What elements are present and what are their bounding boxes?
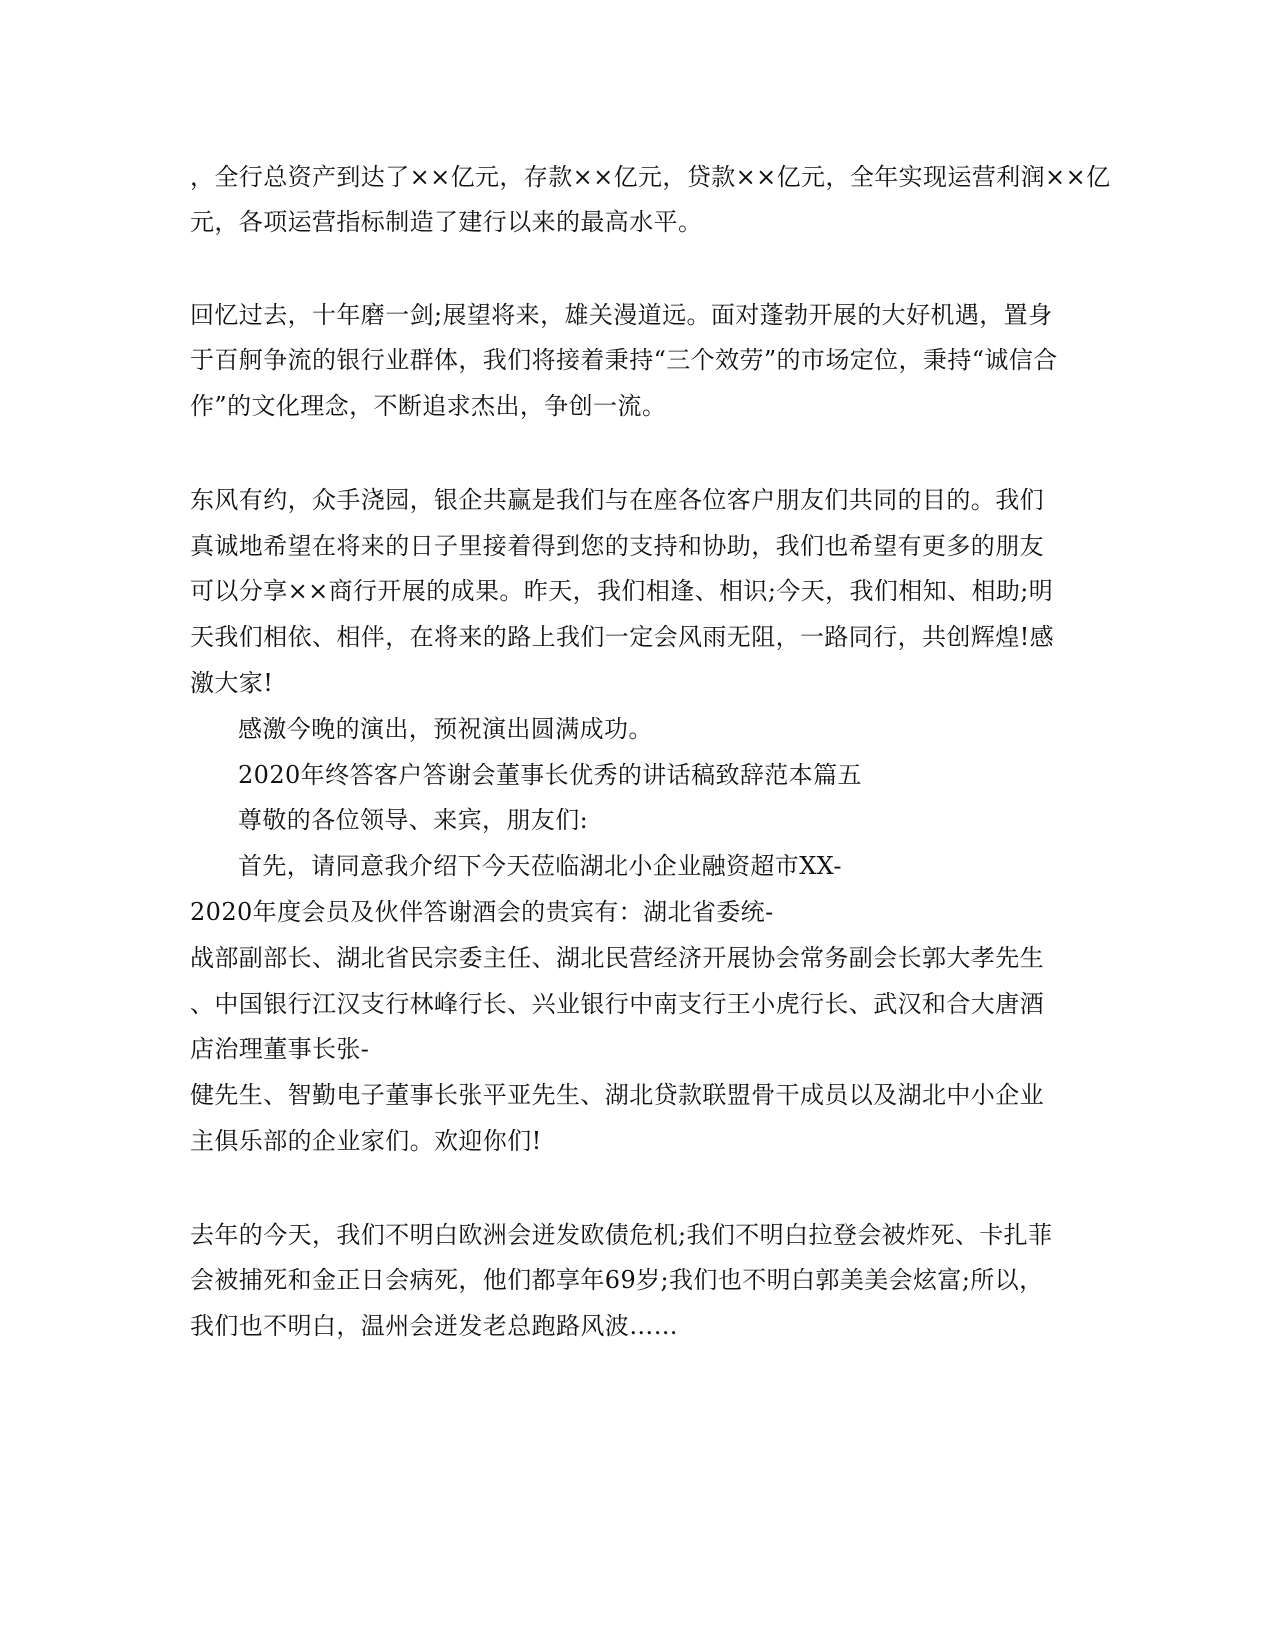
text-line: 会被捕死和金正日会病死，他们都享年69岁;我们也不明白郭美美会炫富;所以， [190,1266,1044,1294]
text-line: 健先生、智勤电子董事长张平亚先生、湖北贷款联盟骨干成员以及湖北中小企业 [190,1081,1044,1109]
text-line: 2020年度会员及伙伴答谢酒会的贵宾有：湖北省委统- [190,898,774,926]
text-line: 作”的文化理念，不断追求杰出，争创一流。 [190,392,667,420]
text-line: 主俱乐部的企业家们。欢迎你们! [190,1127,542,1155]
text-line: 我们也不明白，温州会迸发老总跑路风波…… [190,1312,678,1340]
text-line: 于百舸争流的银行业群体，我们将接着秉持“三个效劳”的市场定位，秉持“诚信合 [190,346,1058,374]
section-heading: 2020年终答客户答谢会董事长优秀的讲话稿致辞范本篇五 [238,761,862,789]
text-line: 店治理董事长张- [190,1035,370,1063]
text-line: 回忆过去，十年磨一剑;展望将来，雄关漫道远。面对蓬勃开展的大好机遇，置身 [190,301,1053,329]
text-line: 去年的今天，我们不明白欧洲会迸发欧债危机;我们不明白拉登会被炸死、卡扎菲 [190,1221,1053,1249]
text-line: 天我们相依、相伴，在将来的路上我们一定会风雨无阻，一路同行，共创辉煌!感 [190,623,1055,651]
text-line: 战部副部长、湖北省民宗委主任、湖北民营经济开展协会常务副会长郭大孝先生 [190,944,1044,972]
text-line: 首先，请同意我介绍下今天莅临湖北小企业融资超市XX- [238,852,842,880]
text-line: 真诚地希望在将来的日子里接着得到您的支持和协助，我们也希望有更多的朋友 [190,532,1044,560]
text-line: 可以分享××商行开展的成果。昨天，我们相逢、相识;今天，我们相知、相助;明 [190,577,1054,605]
text-line: 感激今晚的演出，预祝演出圆满成功。 [238,715,653,743]
text-line: 元，各项运营指标制造了建行以来的最高水平。 [190,208,703,236]
text-line: 东风有约，众手浇园，银企共赢是我们与在座各位客户朋友们共同的目的。我们 [190,486,1044,514]
salutation: 尊敬的各位领导、来宾，朋友们: [238,806,589,834]
text-line: 激大家! [190,669,274,697]
text-line: 、中国银行江汉支行林峰行长、兴业银行中南支行王小虎行长、武汉和合大唐酒 [190,990,1044,1018]
text-line: ，全行总资产到达了××亿元，存款××亿元，贷款××亿元，全年实现运营利润××亿 [190,163,1111,191]
